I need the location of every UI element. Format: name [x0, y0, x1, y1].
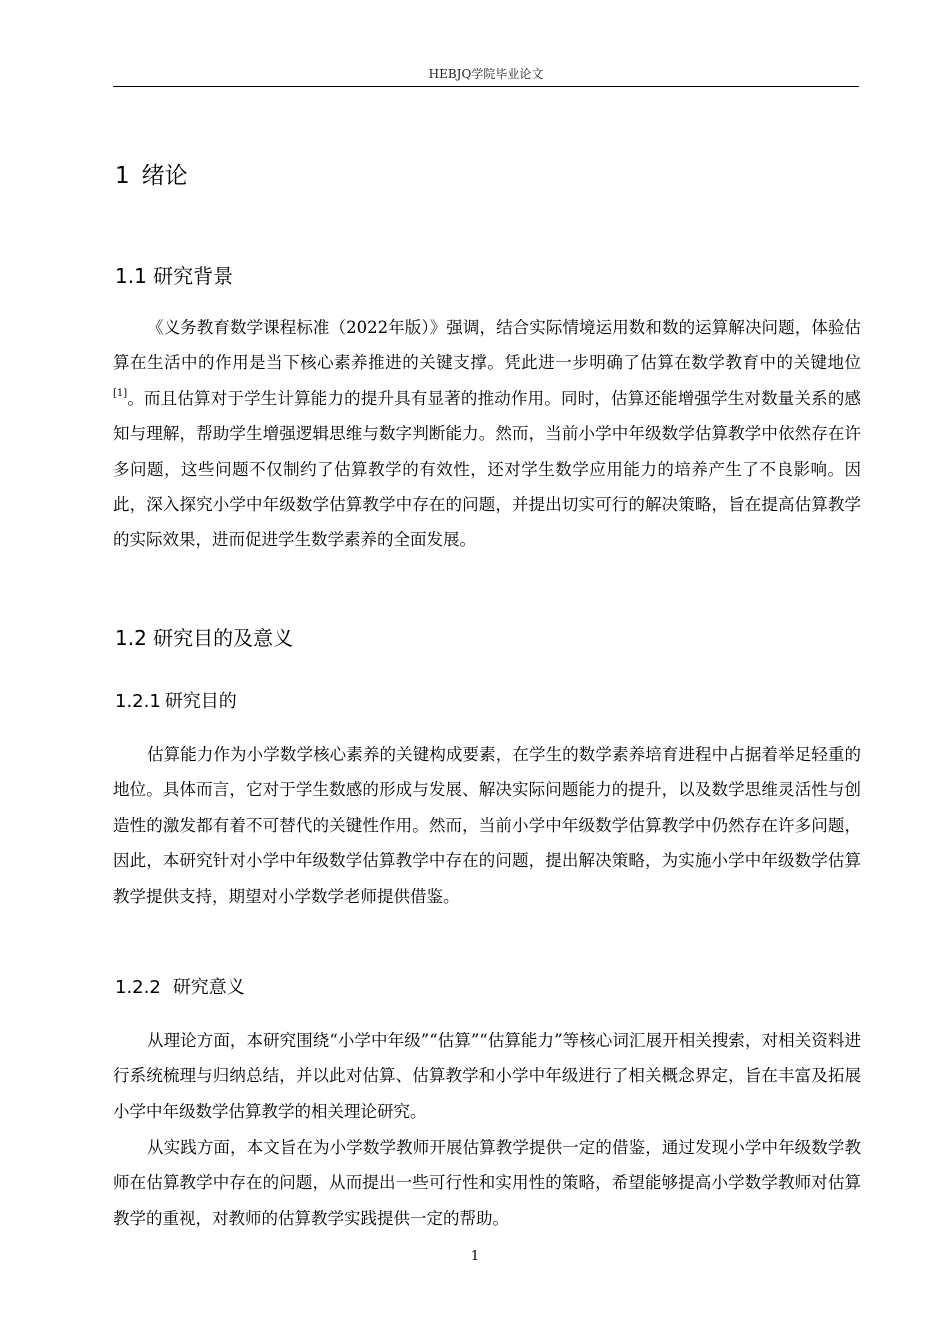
section-heading-1-1: 1.1 研究背景	[115, 264, 234, 288]
header-title: HEBJQ学院毕业论文	[428, 67, 544, 81]
paragraph-theoretical-significance: 从理论方面，本研究围绕“小学中年级”“估算”“估算能力”等核心词汇展开相关搜索，对相关资料进行系统梳理与归纳总结，并以此对估算、估算教学和小学中年级进行了相关概念界定，旨在丰富及拓展小学中年级数学估算教学的相关理论研究。	[113, 1031, 861, 1121]
subsection-title: 研究意义	[172, 977, 245, 998]
paragraph-text: 。而且估算对于学生计算能力的提升具有显著的推动作用。同时，估算还能增强学生对数量关系的感知与理解，帮助学生增强逻辑思维与数字判断能力。然而，当前小学中年级数学估算教学中依然存在许多问题，这些问题不仅制约了估算教学的有效性，还对学生数学应用能力的培养产生了不良影响。因此，深入探究小学中年级数学估算教学中存在的问题，并提出切实可行的解决策略，旨在提高估算教学的实际效果，进而促进学生数学素养的全面发展。	[113, 388, 861, 550]
subsection-title: 研究目的	[164, 691, 237, 712]
paragraph-research-background	[113, 310, 861, 558]
paragraph-text: 《义务教育数学课程标准（2022年版）》强调，结合实际情境运用数和数的运算解决问题，体验估算在生活中的作用是当下核心素养推进的关键支撑。凭此进一步明确了估算在数学教育中的关键地位	[113, 318, 861, 373]
paragraph-research-purpose: 估算能力作为小学数学核心素养的关键构成要素，在学生的数学素养培育进程中占据着举足轻重的地位。具体而言，它对于学生数感的形成与发展、解决实际问题能力的提升，以及数学思维灵活性与创造性的激发都有着不可替代的关键性作用。然而，当前小学中年级数学估算教学中仍然存在许多问题，因此，本研究针对小学中年级数学估算教学中存在的问题，提出解决策略，为实施小学中年级数学估算教学提供支持，期望对小学数学老师提供借鉴。	[113, 745, 861, 906]
running-header	[113, 66, 859, 87]
chapter-title: 绪论	[141, 163, 188, 189]
subsection-number: 1.2.2	[115, 977, 161, 998]
subsection-heading-1-2-1	[115, 689, 237, 715]
citation-mark: [1]	[113, 387, 128, 399]
subsection-number: 1.2.1	[115, 691, 161, 712]
page-number: 1	[470, 1249, 480, 1264]
section-heading-1-2: 1.2 研究目的及意义	[115, 626, 294, 650]
paragraph-practical-significance: 从实践方面，本文旨在为小学数学教师开展估算教学提供一定的借鉴，通过发现小学中年级数学教师在估算教学中存在的问题，从而提出一些可行性和实用性的策略，希望能够提高小学数学教师对估算教学的重视，对教师的估算教学实践提供一定的帮助。	[113, 1138, 861, 1228]
chapter-number: 1	[115, 163, 130, 189]
chapter-heading	[115, 160, 188, 192]
subsection-heading-1-2-2	[115, 975, 245, 1001]
